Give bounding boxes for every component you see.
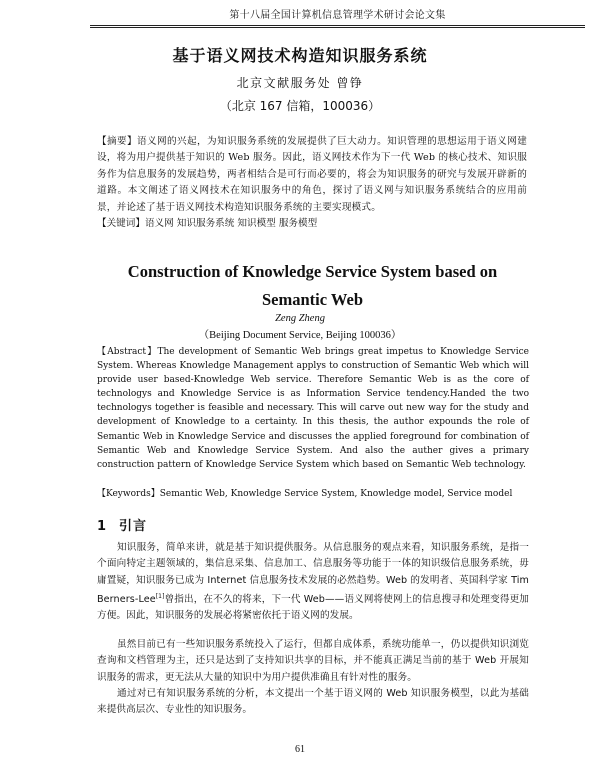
chinese-address: （北京 167 信箱，100036） xyxy=(219,99,381,113)
chinese-abstract-text: 语义网的兴起，为知识服务系统的发展提供了巨大动力。知识管理的思想运用于语义网建设，将为用户提供基于知识的 Web 服务。因此，语义网技术作为下一代 Web 的核心技术、知识服务作为信息服务的发展趋势，两者相结合是可行而必要的，将会为知识服务的研究与发展开辟新的道路。本文阐述了语义网技术在知识服务中的角色，探讨了语义网与知识服务系统结合的应用前景，并论述了基于语义网技术构造知识服务系统的主要实现模式。 xyxy=(97,136,527,213)
english-keywords-text: Semantic Web, Knowledge Service System, Knowledge model, Service model xyxy=(159,489,513,499)
chinese-author: 北京文献服务处 曾铮 xyxy=(236,76,364,90)
running-header: 第十八届全国计算机信息管理学术研讨会论文集 xyxy=(90,6,585,26)
english-abstract-label: 【Abstract】 xyxy=(97,347,158,357)
english-author: Zeng Zheng xyxy=(275,313,325,324)
chinese-abstract xyxy=(97,134,527,216)
chinese-title: 基于语义网技术构造知识服务系统 xyxy=(172,46,428,65)
english-address: （Beijing Document Service, Beijing 100036） xyxy=(198,330,402,341)
paragraph-text: 曾指出，在不久的将来，下一代 Web——语义网将使网上的信息搜寻和处理变得更加方便。因此，知识服务的发展必将紧密依托于语义网的发展。 xyxy=(97,594,529,622)
paragraph-text: 知识服务，简单来讲，就是基于知识提供服务。从信息服务的观点来看，知识服务系统，是指一个面向特定主题领域的，集信息采集、信息加工、信息服务等功能于一体的知识级信息服务系统，毋庸置疑，知识服务已成为 Internet 信息服务技术发展的必然趋势。Web 的发明者、英国科学家 Tim Berners-Lee xyxy=(97,542,529,606)
body-paragraph: 虽然目前已有一些知识服务系统投入了运行，但都自成体系，系统功能单一，仍以提供知识浏览查询和文档管理为主，还只是达到了支持知识共享的目标，并不能真正满足当前的基于 Web 开展知识服务的需求，更无法从大量的知识中为用户提供准确且有针对性的服务。 xyxy=(97,639,529,683)
english-keywords xyxy=(97,487,529,501)
citation-ref: [1] xyxy=(155,592,165,600)
section-heading xyxy=(97,515,147,534)
body-paragraph: 通过对已有知识服务系统的分析，本文提出一个基于语义网的 Web 知识服务模型，以此为基础来提供高层次、专业性的知识服务。 xyxy=(97,688,529,716)
chinese-keywords-label: 【关键词】 xyxy=(97,218,145,229)
body-paragraph xyxy=(97,540,529,625)
english-title: Construction of Knowledge Service System based on Semantic Web xyxy=(127,262,498,309)
section-number: 1 xyxy=(97,519,108,534)
chinese-abstract-label: 【摘要】 xyxy=(97,136,138,147)
chinese-keywords xyxy=(97,216,527,232)
page-number: 61 xyxy=(295,744,305,755)
english-abstract-text: The development of Semantic Web brings great impetus to Knowledge Service System. Whereas Knowledge Management applys to construction of Semantic Web which will provide user based-Knowledge Web service. Therefore Semantic Web is as the core of technologys and Knowledge Service is as Information Service tendency.Handed the two technologys together is feasible and necessary. This will carve out new way for the study and development of Knowledge to a certainty. In this thesis, the author expounds the role of Semantic Web in Knowledge Service and discusses the applied foreground for combination of Semantic Web and Knowledge Service System. And also the auther gives a primary construction pattern of Knowledge Service System which based on Semantic Web technology. xyxy=(97,347,529,470)
english-abstract xyxy=(97,345,529,472)
english-keywords-label: 【Keywords】 xyxy=(97,489,160,499)
chinese-keywords-text: 语义网 知识服务系统 知识模型 服务模型 xyxy=(144,218,318,229)
section-title: 引言 xyxy=(119,519,148,534)
